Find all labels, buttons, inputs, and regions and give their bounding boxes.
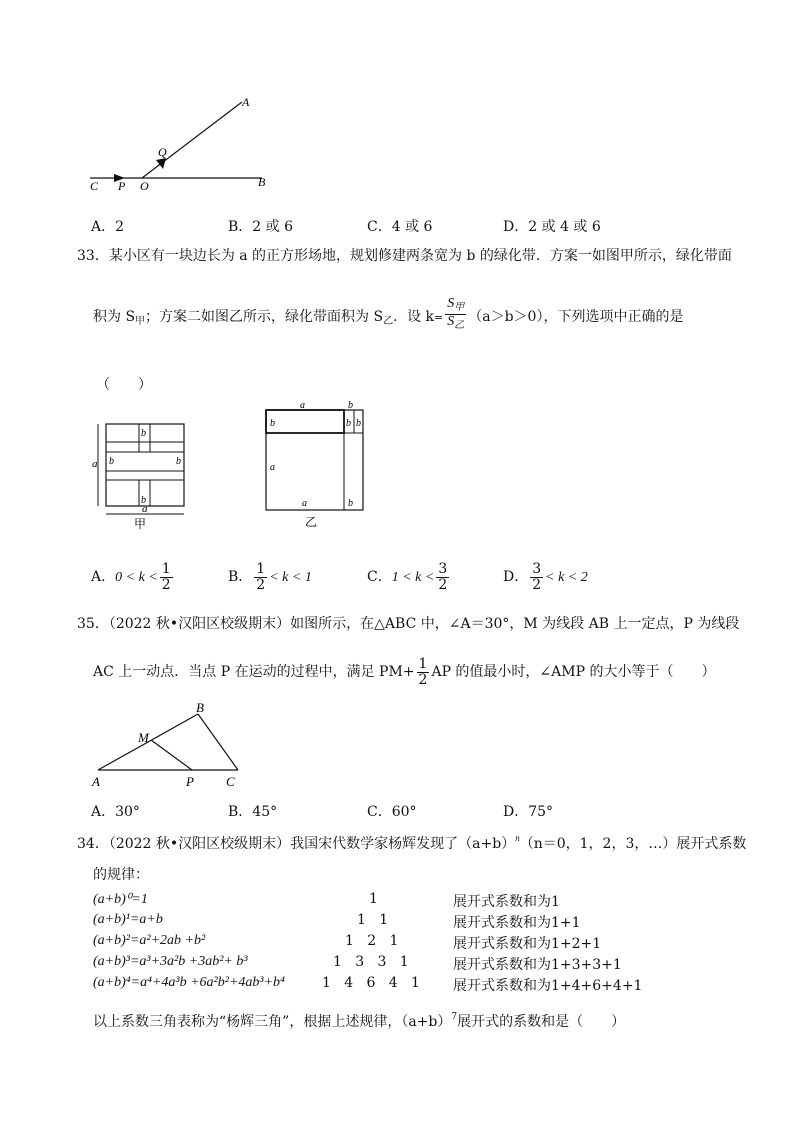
caption-jia: 甲 (134, 517, 147, 530)
row-coeffs: 1 1 (357, 912, 389, 928)
svg-text:a: a (270, 462, 275, 473)
row-expr: (a+b)¹=a+b (93, 912, 163, 927)
q34-question: 以上系数三角表称为“杨辉三角”，根据上述规律，$(a+b)^7$展开式的系数和是（ ） (93, 1012, 626, 1030)
svg-text:P: P (186, 774, 194, 789)
svg-text:b: b (270, 418, 275, 429)
svg-text:b: b (356, 418, 361, 429)
q35-option-a[interactable]: A．30° (91, 804, 140, 820)
q35-option-d[interactable]: D．75° (503, 804, 554, 820)
k-fraction: $\frac{S_甲}{S_乙}$ (447, 296, 465, 331)
row-coeffs: 1 2 1 (345, 933, 399, 949)
row-expr: (a+b)⁴=a⁴+4a³b +6a²b²+4ab³+b⁴ (93, 975, 285, 990)
row-sum: 展开式系数和为1+3+3+1 (453, 957, 622, 973)
q35-stem-line2: AC 上一动点．当点 P 在运动的过程中，满足 PM+ $\frac{1}{2}$ AP 的值最小时，∠AMP 的大小等于（ ） (93, 656, 716, 688)
svg-text:M: M (138, 730, 149, 745)
label-P: P (118, 179, 126, 193)
q33-stem-line1: 33．某小区有一块边长为 a 的正方形场地，规划修建两条宽为 b 的绿化带．方案一如图甲所示，绿化带面 (77, 248, 732, 264)
svg-text:C: C (226, 774, 235, 789)
row-sum: 展开式系数和为1+4+6+4+1 (453, 978, 643, 994)
q34-stem-line2: 的规律： (93, 867, 149, 883)
q32-option-b[interactable]: B．2 或 6 (228, 219, 294, 235)
row-expr: (a+b)²=a²+2ab +b² (93, 933, 206, 948)
svg-text:b: b (109, 456, 114, 467)
figure-yi (260, 400, 370, 530)
q33-answer-paren: （ ） (96, 377, 152, 393)
label-A: A (242, 95, 250, 109)
svg-text:a: a (92, 458, 98, 470)
svg-text:a: a (142, 503, 148, 515)
label-C: C (90, 179, 99, 193)
triangle-figure (86, 700, 256, 792)
ray-oa (142, 102, 242, 178)
svg-text:b: b (348, 498, 353, 509)
svg-text:a: a (300, 400, 305, 411)
q35-stem-line1: 35．（2022 秋•汉阳区校级期末）如图所示，在△ABC 中，∠A＝30°，M 为线段 AB 上一定点，P 为线段 (77, 616, 740, 632)
row-sum: 展开式系数和为1 (453, 894, 560, 910)
row-coeffs: 1 3 3 1 (333, 954, 409, 970)
figure-jia (86, 418, 196, 530)
label-B: B (258, 175, 266, 189)
q33-option-d[interactable]: D． $\frac{3}{2}$ < k < 2 (503, 561, 588, 593)
svg-text:b: b (176, 456, 181, 467)
row-sum: 展开式系数和为1+2+1 (453, 936, 602, 952)
label-Q: Q (158, 145, 167, 159)
q33-option-b[interactable]: B． $\frac{1}{2}$ < k < 1 (228, 561, 312, 593)
label-O: O (140, 179, 149, 193)
svg-text:b: b (348, 400, 353, 411)
q35-option-c[interactable]: C．60° (367, 804, 417, 820)
q32-option-c[interactable]: C．4 或 6 (367, 219, 433, 235)
svg-text:b: b (141, 428, 146, 439)
q32-option-a[interactable]: A．2 (91, 219, 125, 235)
row-sum: 展开式系数和为1+1 (453, 915, 581, 931)
q34-stem-line1: 34．（2022 秋•汉阳区校级期末）我国宋代数学家杨辉发现了$(a+b)^n(n=0$，1，2，3，…）展开式系数 (77, 833, 747, 852)
caption-yi: 乙 (305, 515, 318, 529)
arrow-q (156, 158, 166, 169)
q33-option-c[interactable]: C．1 < k < $\frac{3}{2}$ (367, 561, 448, 593)
svg-text:a: a (302, 498, 307, 509)
angle-figure (80, 90, 280, 200)
svg-text:b: b (141, 495, 146, 506)
row-expr: (a+b)⁰=1 (93, 892, 148, 907)
svg-text:b: b (346, 418, 351, 429)
svg-text:A: A (92, 774, 100, 789)
row-coeffs: 1 (369, 891, 378, 907)
row-coeffs: 1 4 6 4 1 (322, 975, 420, 991)
svg-text:B: B (196, 700, 204, 715)
q35-option-b[interactable]: B．45° (228, 804, 278, 820)
q33-stem-line2: 积为 $S_甲$；方案二如图乙所示，绿化带面积为 $S_乙$．设 k= $\frac{S_甲}{S_乙}$ （a＞b＞0），下列选项中正确的是 (93, 296, 684, 331)
row-expr: (a+b)³=a³+3a²b +3ab²+ b³ (93, 954, 248, 969)
q32-option-d[interactable]: D．2 或 4 或 6 (503, 219, 601, 235)
q33-option-a[interactable]: A．0 < k < $\frac{1}{2}$ (91, 561, 171, 593)
